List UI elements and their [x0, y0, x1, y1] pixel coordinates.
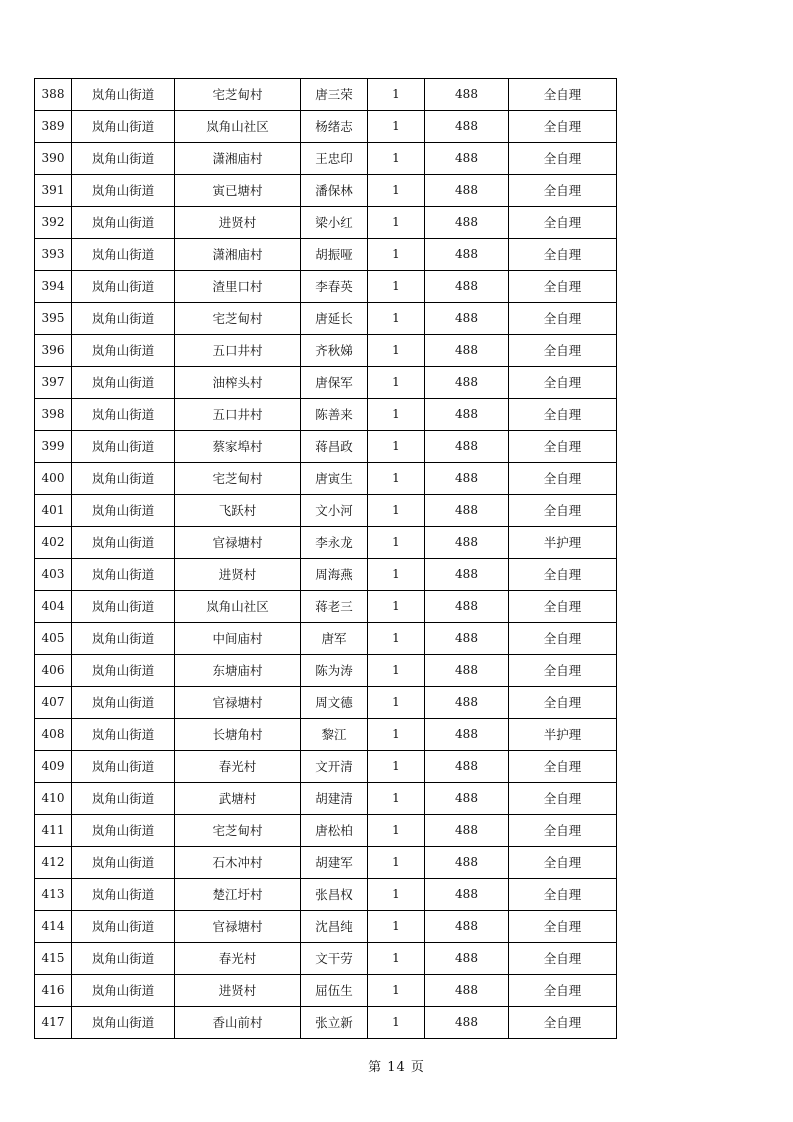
records-table: [34, 78, 617, 1039]
person-name-cell: 沈昌纯: [301, 911, 368, 943]
care-level-cell: 全自理: [509, 239, 617, 271]
row-number-cell: 395: [35, 303, 72, 335]
street-cell: 岚角山街道: [72, 175, 175, 207]
row-number-cell: 400: [35, 463, 72, 495]
count-cell: 1: [368, 175, 425, 207]
village-cell: 宅芝甸村: [175, 303, 301, 335]
care-level-cell: 全自理: [509, 463, 617, 495]
amount-cell: 488: [425, 687, 509, 719]
table-row: [35, 143, 617, 175]
amount-cell: 488: [425, 207, 509, 239]
village-cell: 岚角山社区: [175, 591, 301, 623]
table-row: [35, 559, 617, 591]
street-cell: 岚角山街道: [72, 79, 175, 111]
row-number-cell: 399: [35, 431, 72, 463]
row-number-cell: 408: [35, 719, 72, 751]
street-cell: 岚角山街道: [72, 719, 175, 751]
table-row: [35, 335, 617, 367]
village-cell: 宅芝甸村: [175, 463, 301, 495]
table-row: [35, 495, 617, 527]
person-name-cell: 文小河: [301, 495, 368, 527]
count-cell: 1: [368, 815, 425, 847]
table-row: [35, 751, 617, 783]
table-row: [35, 815, 617, 847]
amount-cell: 488: [425, 591, 509, 623]
row-number-cell: 405: [35, 623, 72, 655]
village-cell: 中间庙村: [175, 623, 301, 655]
village-cell: 油榨头村: [175, 367, 301, 399]
row-number-cell: 397: [35, 367, 72, 399]
person-name-cell: 蒋昌政: [301, 431, 368, 463]
person-name-cell: 屈伍生: [301, 975, 368, 1007]
care-level-cell: 全自理: [509, 623, 617, 655]
care-level-cell: 全自理: [509, 591, 617, 623]
care-level-cell: 全自理: [509, 399, 617, 431]
person-name-cell: 唐延长: [301, 303, 368, 335]
care-level-cell: 半护理: [509, 719, 617, 751]
village-cell: 春光村: [175, 943, 301, 975]
street-cell: 岚角山街道: [72, 495, 175, 527]
care-level-cell: 全自理: [509, 783, 617, 815]
row-number-cell: 406: [35, 655, 72, 687]
person-name-cell: 胡建军: [301, 847, 368, 879]
amount-cell: 488: [425, 815, 509, 847]
village-cell: 蔡家埠村: [175, 431, 301, 463]
street-cell: 岚角山街道: [72, 239, 175, 271]
amount-cell: 488: [425, 1007, 509, 1039]
street-cell: 岚角山街道: [72, 463, 175, 495]
village-cell: 五口井村: [175, 335, 301, 367]
amount-cell: 488: [425, 975, 509, 1007]
person-name-cell: 蒋老三: [301, 591, 368, 623]
table-row: [35, 367, 617, 399]
amount-cell: 488: [425, 303, 509, 335]
amount-cell: 488: [425, 239, 509, 271]
count-cell: 1: [368, 463, 425, 495]
care-level-cell: 全自理: [509, 79, 617, 111]
table-row: [35, 271, 617, 303]
person-name-cell: 文干劳: [301, 943, 368, 975]
care-level-cell: 全自理: [509, 207, 617, 239]
row-number-cell: 412: [35, 847, 72, 879]
village-cell: 春光村: [175, 751, 301, 783]
person-name-cell: 周文德: [301, 687, 368, 719]
row-number-cell: 398: [35, 399, 72, 431]
street-cell: 岚角山街道: [72, 271, 175, 303]
count-cell: 1: [368, 687, 425, 719]
row-number-cell: 401: [35, 495, 72, 527]
amount-cell: 488: [425, 911, 509, 943]
row-number-cell: 413: [35, 879, 72, 911]
row-number-cell: 411: [35, 815, 72, 847]
person-name-cell: 陈善来: [301, 399, 368, 431]
table-row: [35, 1007, 617, 1039]
count-cell: 1: [368, 623, 425, 655]
village-cell: 五口井村: [175, 399, 301, 431]
street-cell: 岚角山街道: [72, 975, 175, 1007]
table-row: [35, 591, 617, 623]
count-cell: 1: [368, 303, 425, 335]
village-cell: 潇湘庙村: [175, 143, 301, 175]
table-row: [35, 111, 617, 143]
row-number-cell: 392: [35, 207, 72, 239]
street-cell: 岚角山街道: [72, 1007, 175, 1039]
table-row: [35, 175, 617, 207]
row-number-cell: 407: [35, 687, 72, 719]
person-name-cell: 李春英: [301, 271, 368, 303]
care-level-cell: 全自理: [509, 175, 617, 207]
count-cell: 1: [368, 239, 425, 271]
person-name-cell: 王忠印: [301, 143, 368, 175]
street-cell: 岚角山街道: [72, 751, 175, 783]
amount-cell: 488: [425, 559, 509, 591]
amount-cell: 488: [425, 719, 509, 751]
street-cell: 岚角山街道: [72, 879, 175, 911]
care-level-cell: 全自理: [509, 911, 617, 943]
count-cell: 1: [368, 1007, 425, 1039]
village-cell: 官禄塘村: [175, 911, 301, 943]
row-number-cell: 390: [35, 143, 72, 175]
village-cell: 长塘角村: [175, 719, 301, 751]
person-name-cell: 张昌权: [301, 879, 368, 911]
village-cell: 潇湘庙村: [175, 239, 301, 271]
table-row: [35, 431, 617, 463]
person-name-cell: 黎江: [301, 719, 368, 751]
care-level-cell: 全自理: [509, 431, 617, 463]
table-row: [35, 399, 617, 431]
count-cell: 1: [368, 495, 425, 527]
table-row: [35, 783, 617, 815]
row-number-cell: 402: [35, 527, 72, 559]
count-cell: 1: [368, 527, 425, 559]
street-cell: 岚角山街道: [72, 143, 175, 175]
village-cell: 岚角山社区: [175, 111, 301, 143]
table-row: [35, 303, 617, 335]
count-cell: 1: [368, 335, 425, 367]
amount-cell: 488: [425, 399, 509, 431]
count-cell: 1: [368, 431, 425, 463]
person-name-cell: 梁小红: [301, 207, 368, 239]
person-name-cell: 齐秋娣: [301, 335, 368, 367]
row-number-cell: 404: [35, 591, 72, 623]
count-cell: 1: [368, 719, 425, 751]
page-number: 第 14 页: [368, 1060, 425, 1075]
care-level-cell: 全自理: [509, 847, 617, 879]
count-cell: 1: [368, 143, 425, 175]
amount-cell: 488: [425, 879, 509, 911]
person-name-cell: 文开清: [301, 751, 368, 783]
street-cell: 岚角山街道: [72, 815, 175, 847]
count-cell: 1: [368, 847, 425, 879]
person-name-cell: 潘保林: [301, 175, 368, 207]
row-number-cell: 410: [35, 783, 72, 815]
street-cell: 岚角山街道: [72, 431, 175, 463]
amount-cell: 488: [425, 751, 509, 783]
amount-cell: 488: [425, 527, 509, 559]
care-level-cell: 全自理: [509, 751, 617, 783]
village-cell: 东塘庙村: [175, 655, 301, 687]
count-cell: 1: [368, 975, 425, 1007]
row-number-cell: 389: [35, 111, 72, 143]
count-cell: 1: [368, 783, 425, 815]
table-row: [35, 687, 617, 719]
village-cell: 渣里口村: [175, 271, 301, 303]
table-row: [35, 239, 617, 271]
amount-cell: 488: [425, 463, 509, 495]
amount-cell: 488: [425, 367, 509, 399]
care-level-cell: 全自理: [509, 655, 617, 687]
person-name-cell: 周海燕: [301, 559, 368, 591]
count-cell: 1: [368, 911, 425, 943]
row-number-cell: 417: [35, 1007, 72, 1039]
table-row: [35, 847, 617, 879]
table-row: [35, 623, 617, 655]
village-cell: 官禄塘村: [175, 687, 301, 719]
street-cell: 岚角山街道: [72, 399, 175, 431]
care-level-cell: 全自理: [509, 1007, 617, 1039]
village-cell: 官禄塘村: [175, 527, 301, 559]
row-number-cell: 416: [35, 975, 72, 1007]
care-level-cell: 全自理: [509, 271, 617, 303]
street-cell: 岚角山街道: [72, 943, 175, 975]
care-level-cell: 全自理: [509, 943, 617, 975]
street-cell: 岚角山街道: [72, 911, 175, 943]
table-body: [35, 79, 617, 1039]
street-cell: 岚角山街道: [72, 527, 175, 559]
care-level-cell: 半护理: [509, 527, 617, 559]
row-number-cell: 403: [35, 559, 72, 591]
row-number-cell: 409: [35, 751, 72, 783]
person-name-cell: 杨绪志: [301, 111, 368, 143]
person-name-cell: 唐三荣: [301, 79, 368, 111]
care-level-cell: 全自理: [509, 815, 617, 847]
amount-cell: 488: [425, 175, 509, 207]
person-name-cell: 胡振哑: [301, 239, 368, 271]
person-name-cell: 张立新: [301, 1007, 368, 1039]
count-cell: 1: [368, 207, 425, 239]
care-level-cell: 全自理: [509, 143, 617, 175]
street-cell: 岚角山街道: [72, 783, 175, 815]
row-number-cell: 388: [35, 79, 72, 111]
count-cell: 1: [368, 879, 425, 911]
row-number-cell: 394: [35, 271, 72, 303]
count-cell: 1: [368, 943, 425, 975]
village-cell: 进贤村: [175, 207, 301, 239]
table-row: [35, 719, 617, 751]
care-level-cell: 全自理: [509, 111, 617, 143]
care-level-cell: 全自理: [509, 303, 617, 335]
amount-cell: 488: [425, 783, 509, 815]
table-row: [35, 943, 617, 975]
count-cell: 1: [368, 751, 425, 783]
amount-cell: 488: [425, 431, 509, 463]
village-cell: 武塘村: [175, 783, 301, 815]
person-name-cell: 唐保军: [301, 367, 368, 399]
care-level-cell: 全自理: [509, 335, 617, 367]
care-level-cell: 全自理: [509, 495, 617, 527]
care-level-cell: 全自理: [509, 975, 617, 1007]
table-row: [35, 79, 617, 111]
amount-cell: 488: [425, 335, 509, 367]
person-name-cell: 唐松柏: [301, 815, 368, 847]
amount-cell: 488: [425, 271, 509, 303]
amount-cell: 488: [425, 623, 509, 655]
amount-cell: 488: [425, 111, 509, 143]
care-level-cell: 全自理: [509, 879, 617, 911]
row-number-cell: 414: [35, 911, 72, 943]
count-cell: 1: [368, 559, 425, 591]
street-cell: 岚角山街道: [72, 559, 175, 591]
row-number-cell: 396: [35, 335, 72, 367]
street-cell: 岚角山街道: [72, 207, 175, 239]
table-row: [35, 911, 617, 943]
amount-cell: 488: [425, 143, 509, 175]
count-cell: 1: [368, 591, 425, 623]
village-cell: 进贤村: [175, 975, 301, 1007]
street-cell: 岚角山街道: [72, 111, 175, 143]
street-cell: 岚角山街道: [72, 655, 175, 687]
village-cell: 寅已塘村: [175, 175, 301, 207]
care-level-cell: 全自理: [509, 559, 617, 591]
table-row: [35, 879, 617, 911]
table-row: [35, 527, 617, 559]
village-cell: 进贤村: [175, 559, 301, 591]
village-cell: 楚江圩村: [175, 879, 301, 911]
row-number-cell: 393: [35, 239, 72, 271]
person-name-cell: 李永龙: [301, 527, 368, 559]
care-level-cell: 全自理: [509, 367, 617, 399]
street-cell: 岚角山街道: [72, 847, 175, 879]
street-cell: 岚角山街道: [72, 687, 175, 719]
table-row: [35, 655, 617, 687]
table-row: [35, 207, 617, 239]
street-cell: 岚角山街道: [72, 591, 175, 623]
count-cell: 1: [368, 367, 425, 399]
count-cell: 1: [368, 399, 425, 431]
count-cell: 1: [368, 111, 425, 143]
care-level-cell: 全自理: [509, 687, 617, 719]
table-row: [35, 463, 617, 495]
table-row: [35, 975, 617, 1007]
count-cell: 1: [368, 271, 425, 303]
amount-cell: 488: [425, 79, 509, 111]
village-cell: 宅芝甸村: [175, 815, 301, 847]
village-cell: 石木冲村: [175, 847, 301, 879]
village-cell: 香山前村: [175, 1007, 301, 1039]
amount-cell: 488: [425, 495, 509, 527]
person-name-cell: 陈为涛: [301, 655, 368, 687]
row-number-cell: 391: [35, 175, 72, 207]
street-cell: 岚角山街道: [72, 335, 175, 367]
person-name-cell: 胡建清: [301, 783, 368, 815]
person-name-cell: 唐军: [301, 623, 368, 655]
village-cell: 飞跃村: [175, 495, 301, 527]
street-cell: 岚角山街道: [72, 303, 175, 335]
amount-cell: 488: [425, 943, 509, 975]
street-cell: 岚角山街道: [72, 623, 175, 655]
amount-cell: 488: [425, 655, 509, 687]
person-name-cell: 唐寅生: [301, 463, 368, 495]
street-cell: 岚角山街道: [72, 367, 175, 399]
row-number-cell: 415: [35, 943, 72, 975]
amount-cell: 488: [425, 847, 509, 879]
count-cell: 1: [368, 79, 425, 111]
village-cell: 宅芝甸村: [175, 79, 301, 111]
count-cell: 1: [368, 655, 425, 687]
